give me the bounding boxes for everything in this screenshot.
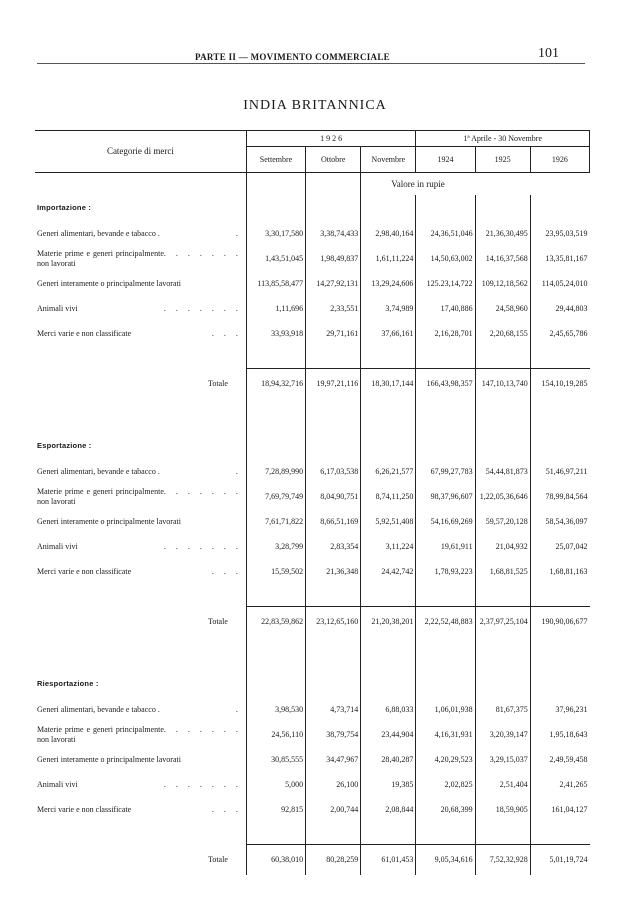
month-header: Ottobre [306, 147, 361, 173]
leader-dots: . . . [211, 804, 242, 814]
empty-cell [416, 822, 475, 845]
empty-cell [475, 195, 530, 221]
table-row [35, 797, 590, 822]
table-row [35, 534, 590, 559]
value-cell: 23,44,904 [361, 722, 416, 747]
table-row [35, 722, 590, 747]
month-header: Settembre [246, 147, 305, 173]
value-cell: 3,11,224 [361, 534, 416, 559]
category-label-wrap [37, 517, 242, 526]
empty-cell [475, 822, 530, 845]
total-value-cell: 19,97,21,116 [306, 369, 361, 400]
value-cell: 33,93,918 [246, 321, 305, 346]
page-number: 101 [538, 46, 559, 61]
category-cell [35, 797, 246, 822]
value-cell: 7,28,89,990 [246, 459, 305, 484]
empty-cell [361, 637, 416, 671]
category-label-wrap [37, 249, 242, 267]
table-row [35, 271, 590, 296]
category-cell [35, 697, 246, 722]
total-value-cell: 18,30,17,144 [361, 369, 416, 400]
value-cell: 19,385 [361, 772, 416, 797]
category-cell [35, 484, 246, 509]
value-cell: 2,41,265 [530, 772, 589, 797]
empty-cell [246, 637, 305, 671]
value-cell: 37,96,231 [530, 697, 589, 722]
leader-dots: . [235, 228, 242, 238]
value-cell: 3,20,39,147 [475, 722, 530, 747]
total-value-cell: 2,22,52,48,883 [416, 607, 475, 638]
category-label: Generi alimentari, bevande e tabacco . [37, 228, 160, 238]
header-rule [37, 63, 585, 64]
value-cell: 2,98,40,164 [361, 221, 416, 246]
value-cell: 6,26,21,577 [361, 459, 416, 484]
value-cell: 24,36,51,046 [416, 221, 475, 246]
table-row [35, 221, 590, 246]
category-cell [35, 722, 246, 747]
empty-cell [530, 399, 589, 433]
table-row [35, 321, 590, 346]
value-cell: 5,92,51,408 [361, 509, 416, 534]
value-cell: 1,78,93,223 [416, 559, 475, 584]
empty-cell [416, 433, 475, 459]
value-cell: 1,06,01,938 [416, 697, 475, 722]
value-cell: 125.23,14,722 [416, 271, 475, 296]
category-label: Animali vivi [37, 303, 78, 313]
empty-cell [475, 637, 530, 671]
category-cell [35, 559, 246, 584]
value-cell: 13,35,81,167 [530, 246, 589, 271]
value-cell: 29,71,161 [306, 321, 361, 346]
total-value-cell: 154,10,19,285 [530, 369, 589, 400]
value-cell: 51,46,97,211 [530, 459, 589, 484]
value-cell: 38,79,754 [306, 722, 361, 747]
section-title-row [35, 433, 590, 459]
empty-cell [35, 399, 246, 433]
value-cell: 23,95,03,519 [530, 221, 589, 246]
value-cell: 2,49,59,458 [530, 747, 589, 772]
value-cell: 1,22,05,36,646 [475, 484, 530, 509]
value-cell: 14,27,92,131 [306, 271, 361, 296]
empty-cell [530, 584, 589, 607]
value-cell: 59,57,20,128 [475, 509, 530, 534]
value-cell: 24,56,110 [246, 722, 305, 747]
value-cell: 2,08,844 [361, 797, 416, 822]
value-cell: 1,68,81,525 [475, 559, 530, 584]
table-row [35, 747, 590, 772]
value-cell: 2,20,68,155 [475, 321, 530, 346]
value-cell: 2,51,404 [475, 772, 530, 797]
value-cell: 1,68,81,163 [530, 559, 589, 584]
category-cell [35, 772, 246, 797]
value-cell: 34,47,967 [306, 747, 361, 772]
total-value-cell: 190,90,06,677 [530, 607, 589, 638]
category-cell [35, 271, 246, 296]
empty-cell [416, 637, 475, 671]
total-value-cell: 23,12,65,160 [306, 607, 361, 638]
value-cell: 18,59,905 [475, 797, 530, 822]
value-cell: 21,04,932 [475, 534, 530, 559]
section-gap [35, 637, 590, 671]
category-cell [35, 296, 246, 321]
category-label: Materie prime e generi principalmente non lavorati [37, 249, 164, 268]
value-cell: 2,16,28,701 [416, 321, 475, 346]
category-label: Merci varie e non classificate [37, 566, 132, 576]
category-label: Merci varie e non classificate [37, 804, 132, 814]
table-header [35, 131, 590, 173]
total-value-cell: 61,01,453 [361, 845, 416, 876]
value-cell: 2,45,65,786 [530, 321, 589, 346]
total-label: Totale [208, 379, 228, 389]
value-cell: 29,44,803 [530, 296, 589, 321]
value-cell: 8,74,11,250 [361, 484, 416, 509]
spacer-row [35, 584, 590, 607]
total-value-cell: 7,52,32,928 [475, 845, 530, 876]
category-label: Animali vivi [37, 779, 78, 789]
total-label: Totale [208, 855, 228, 865]
value-cell: 1,98,49,837 [306, 246, 361, 271]
value-cell: 20,68,399 [416, 797, 475, 822]
table-row [35, 559, 590, 584]
leader-dots: . . . . . . . [163, 303, 242, 313]
value-cell: 113,85,58,477 [246, 271, 305, 296]
category-cell [35, 221, 246, 246]
total-value-cell: 21,20,38,201 [361, 607, 416, 638]
section-title-row [35, 671, 590, 697]
section-title-row [35, 195, 590, 221]
empty-cell [416, 399, 475, 433]
value-cell: 7,69,79,749 [246, 484, 305, 509]
value-cell: 161,04,127 [530, 797, 589, 822]
spacer-row [35, 822, 590, 845]
table-row [35, 459, 590, 484]
total-value-cell: 60,38,010 [246, 845, 305, 876]
total-row [35, 607, 590, 638]
value-cell: 4,20,29,523 [416, 747, 475, 772]
total-value-cell: 147,10,13,740 [475, 369, 530, 400]
empty-cell [306, 584, 361, 607]
unit-row [35, 173, 590, 196]
value-cell: 6,17,03,538 [306, 459, 361, 484]
category-label: Generi interamente o principalmente lavorati [37, 754, 181, 764]
value-cell: 8,66,51,169 [306, 509, 361, 534]
total-row [35, 845, 590, 876]
month-header: Novembre [361, 147, 416, 173]
value-cell: 17,40,886 [416, 296, 475, 321]
category-label-wrap [37, 725, 242, 743]
value-cell: 1,43,51,045 [246, 246, 305, 271]
leader-dots: . . . . . . . [163, 487, 242, 497]
value-cell: 24,58,960 [475, 296, 530, 321]
empty-cell [530, 637, 589, 671]
unit-label: Valore in rupie [361, 173, 590, 196]
value-cell: 7,61,71,822 [246, 509, 305, 534]
category-label-wrap [37, 304, 242, 313]
year-header: 1926 [530, 147, 589, 173]
value-cell: 15,59,502 [246, 559, 305, 584]
value-cell: 3,74,989 [361, 296, 416, 321]
trade-table-wrapper [35, 130, 590, 875]
value-cell: 2,83,354 [306, 534, 361, 559]
value-cell: 114,05,24,010 [530, 271, 589, 296]
year-group-header: 1 9 2 6 [246, 131, 416, 147]
empty-cell [306, 822, 361, 845]
value-cell: 1,11,696 [246, 296, 305, 321]
category-label: Animali vivi [37, 541, 78, 551]
empty-cell [35, 346, 246, 369]
page-title: INDIA BRITANNICA [243, 98, 387, 113]
leader-dots: . [235, 466, 242, 476]
empty-cell [306, 195, 361, 221]
total-value-cell: 80,28,259 [306, 845, 361, 876]
value-cell: 30,85,555 [246, 747, 305, 772]
empty-cell [416, 584, 475, 607]
category-label-wrap [37, 279, 242, 288]
value-cell: 67,99,27,783 [416, 459, 475, 484]
category-label-wrap [37, 755, 242, 764]
empty-cell [416, 346, 475, 369]
empty-cell [246, 433, 305, 459]
leader-dots: . . . . . . . [163, 541, 242, 551]
empty-cell [530, 822, 589, 845]
category-label-wrap [37, 780, 242, 789]
category-cell [35, 321, 246, 346]
value-cell: 109,12,18,562 [475, 271, 530, 296]
category-label-wrap [37, 467, 242, 476]
value-cell: 26,100 [306, 772, 361, 797]
value-cell: 37,66,161 [361, 321, 416, 346]
leader-dots: . [235, 704, 242, 714]
period-group-header: 1ª Aprile - 30 Novembre [416, 131, 590, 147]
empty-cell [416, 671, 475, 697]
empty-cell [306, 637, 361, 671]
category-label: Materie prime e generi principalmente non lavorati [37, 487, 164, 506]
empty-cell [306, 346, 361, 369]
category-label: Generi alimentari, bevande e tabacco . [37, 466, 160, 476]
total-value-cell: 2,37,97,25,104 [475, 607, 530, 638]
value-cell: 5,000 [246, 772, 305, 797]
empty-cell [246, 195, 305, 221]
empty-cell [530, 346, 589, 369]
category-label: Merci varie e non classificate [37, 328, 132, 338]
category-cell [35, 747, 246, 772]
total-label: Totale [208, 617, 228, 627]
leader-dots: . . . . . . . [163, 725, 242, 735]
table-body [35, 173, 590, 876]
category-column-header: Categorie di merci [35, 131, 246, 173]
category-label: Generi interamente o principalmente lavorati [37, 278, 181, 288]
empty-cell [361, 671, 416, 697]
value-cell: 2,00,744 [306, 797, 361, 822]
category-label-wrap [37, 487, 242, 505]
empty-cell [246, 584, 305, 607]
table-row [35, 697, 590, 722]
table-row [35, 296, 590, 321]
total-value-cell: 5,01,19,724 [530, 845, 589, 876]
section-gap [35, 399, 590, 433]
value-cell: 21,36,30,495 [475, 221, 530, 246]
value-cell: 3,30,17,580 [246, 221, 305, 246]
section-title: Esportazione : [37, 440, 92, 450]
value-cell: 28,40,287 [361, 747, 416, 772]
value-cell: 2,33,551 [306, 296, 361, 321]
empty-cell [530, 671, 589, 697]
value-cell: 3,98,530 [246, 697, 305, 722]
empty-cell [246, 822, 305, 845]
category-label: Materie prime e generi principalmente non lavorati [37, 725, 164, 744]
empty-cell [361, 399, 416, 433]
empty-cell [530, 195, 589, 221]
empty-cell [475, 433, 530, 459]
empty-cell [35, 584, 246, 607]
value-cell: 6,88,033 [361, 697, 416, 722]
total-value-cell: 18,94,32,716 [246, 369, 305, 400]
value-cell: 78,99,84,564 [530, 484, 589, 509]
value-cell: 1,95,18,643 [530, 722, 589, 747]
total-value-cell: 22,83,59,862 [246, 607, 305, 638]
value-cell: 2,02,825 [416, 772, 475, 797]
table-row [35, 484, 590, 509]
empty-cell [361, 822, 416, 845]
empty-cell [475, 584, 530, 607]
spacer-row [35, 346, 590, 369]
leader-dots: . . . . . . . [163, 779, 242, 789]
value-cell: 3,28,799 [246, 534, 305, 559]
category-cell [35, 459, 246, 484]
category-label: Generi alimentari, bevande e tabacco . [37, 704, 160, 714]
value-cell: 98,37,96,607 [416, 484, 475, 509]
empty-cell [306, 399, 361, 433]
category-label-wrap [37, 229, 242, 238]
empty-cell [475, 346, 530, 369]
section-title: Importazione : [37, 202, 92, 212]
category-label: Generi interamente o principalmente lavorati [37, 516, 181, 526]
value-cell: 14,16,37,568 [475, 246, 530, 271]
running-head: PARTE II — MOVIMENTO COMMERCIALE [195, 52, 390, 62]
category-label-wrap [37, 567, 242, 576]
value-cell: 3,38,74,433 [306, 221, 361, 246]
empty-cell [475, 671, 530, 697]
value-cell: 1,61,11,224 [361, 246, 416, 271]
leader-dots: . . . . . . . [163, 249, 242, 259]
value-cell: 8,04,90,751 [306, 484, 361, 509]
value-cell: 81,67,375 [475, 697, 530, 722]
table-row [35, 246, 590, 271]
empty-cell [416, 195, 475, 221]
value-cell: 21,36,348 [306, 559, 361, 584]
empty-cell [530, 433, 589, 459]
value-cell: 54,44,81,873 [475, 459, 530, 484]
table-row [35, 772, 590, 797]
year-header: 1925 [475, 147, 530, 173]
leader-dots: . . . [211, 328, 242, 338]
category-label-wrap [37, 705, 242, 714]
category-label-wrap [37, 805, 242, 814]
category-cell [35, 246, 246, 271]
category-label-wrap [37, 329, 242, 338]
value-cell: 19,61,911 [416, 534, 475, 559]
section-title: Riesportazione : [37, 678, 99, 688]
value-cell: 54,16,69,269 [416, 509, 475, 534]
category-cell [35, 534, 246, 559]
value-cell: 24,42,742 [361, 559, 416, 584]
value-cell: 58,54,36,097 [530, 509, 589, 534]
value-cell: 3,29,15,037 [475, 747, 530, 772]
empty-cell [361, 346, 416, 369]
empty-cell [361, 584, 416, 607]
empty-cell [306, 671, 361, 697]
total-value-cell: 166,43,98,357 [416, 369, 475, 400]
trade-table [35, 130, 590, 875]
empty-cell [361, 433, 416, 459]
value-cell: 4,73,714 [306, 697, 361, 722]
value-cell: 13,29,24,606 [361, 271, 416, 296]
value-cell: 92,815 [246, 797, 305, 822]
leader-dots: . . . [211, 566, 242, 576]
value-cell: 4,16,31,931 [416, 722, 475, 747]
category-cell [35, 509, 246, 534]
empty-cell [361, 195, 416, 221]
empty-cell [246, 399, 305, 433]
empty-cell [246, 346, 305, 369]
empty-cell [475, 399, 530, 433]
empty-cell [306, 433, 361, 459]
value-cell: 14,50,63,002 [416, 246, 475, 271]
table-row [35, 509, 590, 534]
empty-cell [35, 637, 246, 671]
empty-cell [35, 822, 246, 845]
value-cell: 25,07,042 [530, 534, 589, 559]
empty-cell [246, 671, 305, 697]
total-row [35, 369, 590, 400]
total-value-cell: 9,05,34,616 [416, 845, 475, 876]
category-label-wrap [37, 542, 242, 551]
year-header: 1924 [416, 147, 475, 173]
